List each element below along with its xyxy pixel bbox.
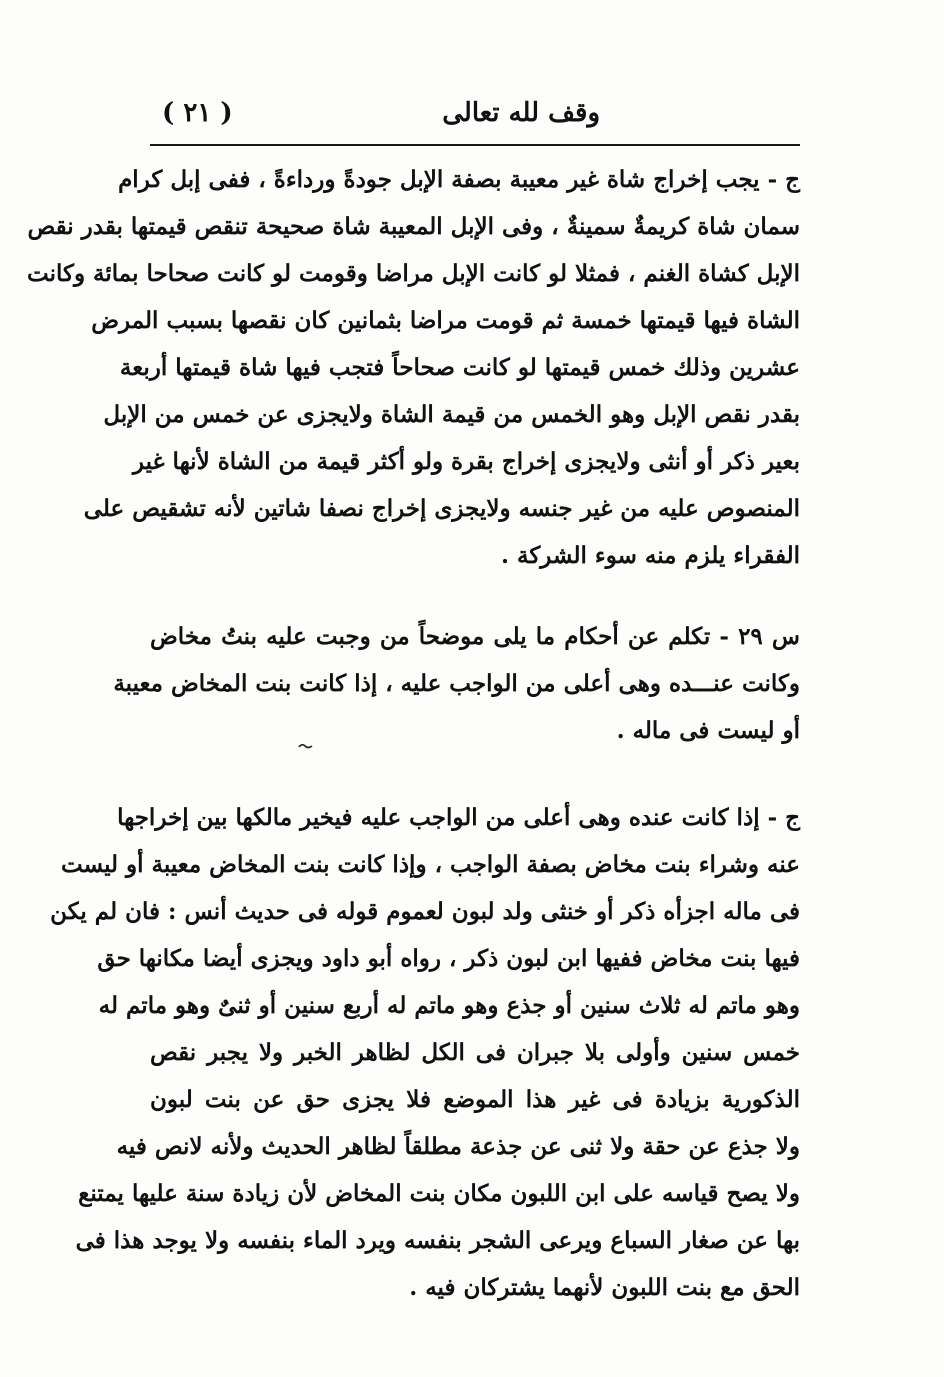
text-line: ج - يجب إخراج شاة غير معيبة بصفة الإبل جودةً ورداءةً ، ففى إبل كرام [118,166,800,193]
text-line: وهو ماتم له ثلاث سنين أو جذع وهو ماتم له أربع سنين أو ثنىٌ وهو ماتم له [98,992,800,1019]
ink-mark [298,742,314,750]
text-line: فيها بنت مخاض ففيها ابن لبون ذكر ، رواه أبو داود ويجزى أيضا مكانها حق [97,945,800,972]
text-line: عنه وشراء بنت مخاض بصفة الواجب ، وإذا كانت بنت المخاض معيبة أو ليست [60,851,800,878]
text-line: ولا يصح قياسه على ابن اللبون مكان بنت المخاض لأن زيادة سنة عليها يمتنع [78,1180,800,1207]
text-line: ولا جذع عن حقة ولا ثنى عن جذعة مطلقاً لظاهر الحديث ولأنه لانص فيه [116,1133,800,1160]
text-line: فى ماله اجزأه ذكر أو خنثى ولد لبون لعموم قوله فى حديث أنس : فان لم يكن [50,898,800,925]
page-number: ( ٢١ ) [162,98,233,128]
header-rule [150,144,800,146]
text-line: بها عن صغار السباع ويرعى الشجر بنفسه ويرد الماء بنفسه ولا يوجد هذا فى [75,1227,800,1254]
text-line: بعير ذكر أو أنثى ولايجزى إخراج بقرة ولو أكثر قيمة من الشاة لأنها غير [132,448,800,475]
text-line: خمس سنين وأولى بلا جبران فى الكل لظاهر الخبر ولا يجبر نقص [150,1039,800,1066]
page-header [150,92,800,140]
text-line: المنصوص عليه من غير جنسه ولايجزى إخراج نصفا شاتين لأنه تشقيص على [83,495,800,522]
answer-paragraph-1 [27,156,800,579]
text-line: الإبل كشاة الغنم ، فمثلا لو كانت الإبل مراضا وقومت لو كانت صحاحا بمائة وكانت [27,260,800,287]
text-line: عشرين وذلك خمس قيمتها لو كانت صحاحاً فتجب فيها شاة قيمتها أربعة [119,354,800,381]
text-line: الحق مع بنت اللبون لأنهما يشتركان فيه . [409,1274,800,1301]
running-title: وقف لله تعالى [442,98,600,128]
ink-mark-icon [298,742,314,750]
text-line: بقدر نقص الإبل وهو الخمس من قيمة الشاة ولايجزى عن خمس من الإبل [103,401,800,428]
text-line: أو ليست فى ماله . [616,717,800,744]
text-line: ج - إذا كانت عنده وهى أعلى من الواجب عليه فيخير مالكها بين إخراجها [117,804,800,831]
paragraph-gap [150,579,800,613]
paragraph-gap [150,754,800,794]
text-line: الفقراء يلزم منه سوء الشركة . [501,542,800,569]
text-line: الذكورية بزيادة فى غير هذا الموضع فلا يجزى حق عن بنت لبون [150,1086,800,1113]
text-line: س ٢٩ - تكلم عن أحكام ما يلى موضحاً من وجبت عليه بنتُ مخاض [150,623,800,650]
text-line: الشاة فيها قيمتها خمسة ثم قومت مراضا بثمانين كان نقصها بسبب المرض [91,307,800,334]
text-line: وكانت عنـــده وهى أعلى من الواجب عليه ، إذا كانت بنت المخاض معيبة [113,670,800,697]
answer-paragraph-2 [50,794,800,1311]
question-29-paragraph [113,613,800,754]
text-line: سمان شاة كريمةٌ سمينةٌ ، وفى الإبل المعيبة شاة صحيحة تنقص قيمتها بقدر نقص [27,213,800,240]
page-body [27,156,800,1311]
